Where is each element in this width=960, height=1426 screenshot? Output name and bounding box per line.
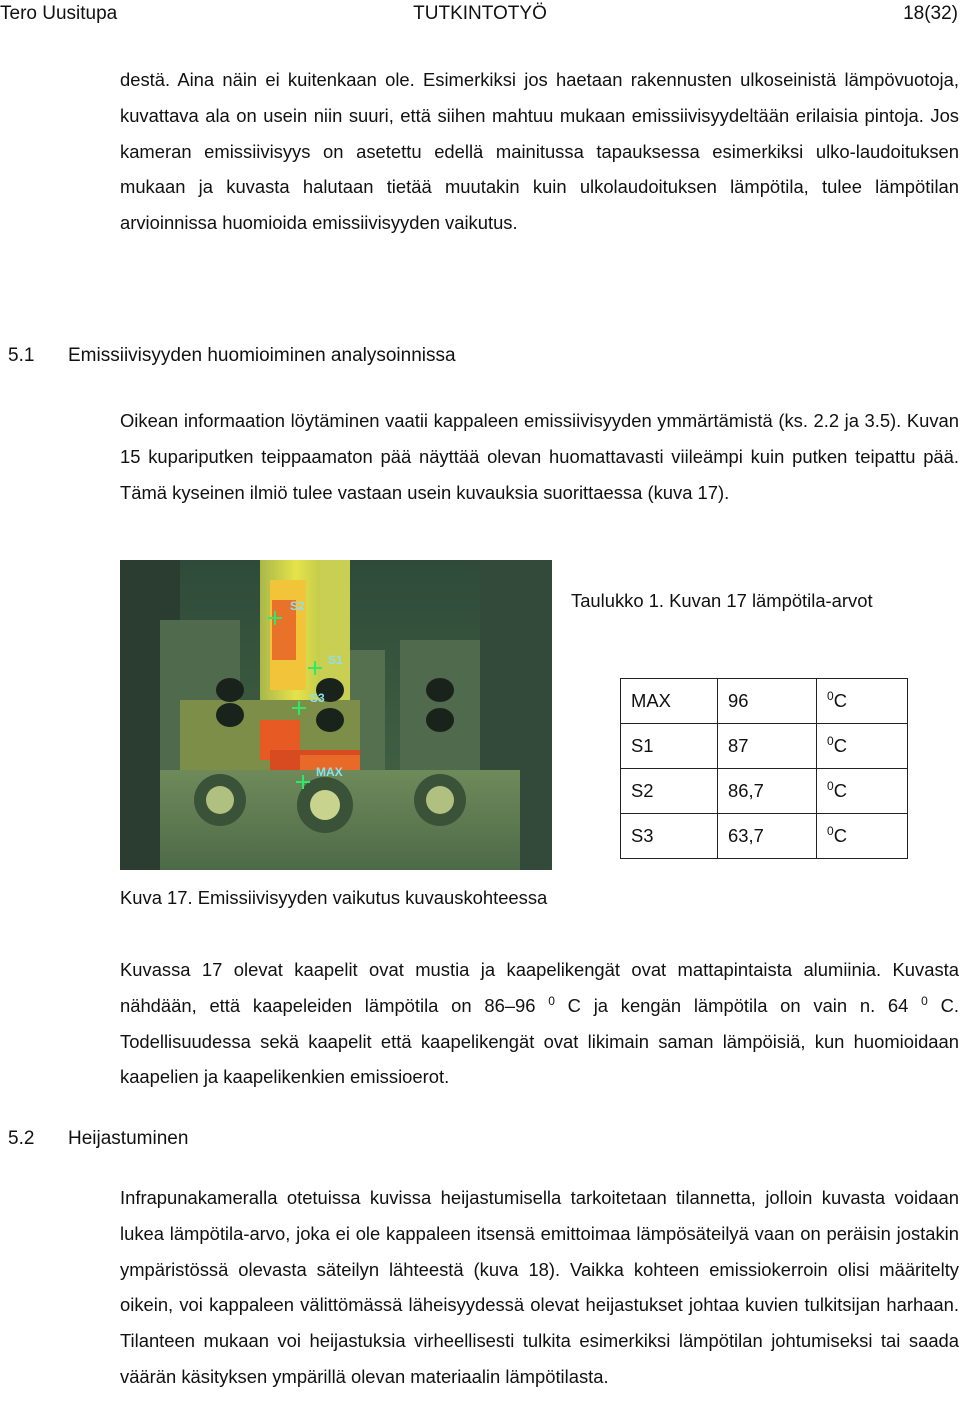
thermal-image xyxy=(120,560,552,870)
section-number: 5.1 xyxy=(8,345,35,366)
table-cell-value: 86,7 xyxy=(718,769,817,814)
marker-s3: S3 xyxy=(310,691,325,705)
table-row xyxy=(621,724,908,769)
marker-s1: S1 xyxy=(328,653,343,667)
header-author: Tero Uusitupa xyxy=(0,3,118,24)
table-title: Taulukko 1. Kuvan 17 lämpötila-arvot xyxy=(571,590,873,611)
table-cell-value: 63,7 xyxy=(718,814,817,859)
figure-caption: Kuva 17. Emissiivisyyden vaikutus kuvauskohteessa xyxy=(120,887,548,908)
table-cell-unit: $^0$C xyxy=(817,724,908,769)
section-heading-5-2 xyxy=(8,1128,188,1150)
table-row xyxy=(621,814,908,859)
temperature-table xyxy=(620,678,908,859)
table-cell-unit: $^0$C xyxy=(817,679,908,724)
section-number: 5.2 xyxy=(8,1128,35,1149)
header-doc-type: TUTKINTOTYÖ xyxy=(413,3,547,24)
table-cell-unit: $^0$C xyxy=(817,814,908,859)
marker-max: MAX xyxy=(316,765,343,779)
paragraph-reflection: Infrapunakameralla otetuissa kuvissa heijastumisella tarkoitetaan tilannetta, jolloin kuvasta voidaan lukea lämpötila-arvo, joka ei ole kappaleen itsensä emittoimaa lämpösäteilyä vaan on peräisin jostakin ympäristössä olevasta säteilyn lähteestä (kuva 18). Vaikka kohteen emissiokerroin olisi määritelty oikein, voi kappaleen välittömässä läheisyydessä olevat heijastukset johtaa kuvien tulkitsijan harhaan. Tilanteen mukaan voi heijastuksia virheellisesti tulkita esimerkiksi lämpötilan johtumiseksi tai saada väärän käsityksen ympärillä olevan materiaalin lämpötilasta. xyxy=(120,1187,959,1387)
table-cell-label: S2 xyxy=(621,769,718,814)
header-page-number: 18(32) xyxy=(903,3,958,24)
paragraph-emissivity-intro: destä. Aina näin ei kuitenkaan ole. Esimerkiksi jos haetaan rakennusten ulkoseinistä lämpövuotoja, kuvattava ala on usein niin suuri, että siihen mahtuu mukaan emissiivisyydeltään erilaisia pintoja. Jos kameran emissiivisyys on asetettu edellä mainitussa tapauksessa esimerkiksi ulko-laudoituksen mukaan ja kuvasta halutaan tietää muutakin kuin ulkolaudoituksen lämpötila, tulee lämpötilan arvioinnissa huomioida emissiivisyyden vaikutus. xyxy=(120,69,959,234)
table-cell-unit: $^0$C xyxy=(817,769,908,814)
table-cell-label: S1 xyxy=(621,724,718,769)
table-cell-label: S3 xyxy=(621,814,718,859)
paragraph-cables: Kuvassa 17 olevat kaapelit ovat mustia ja kaapelikengät ovat mattapintaista alumiinia. Kuvasta nähdään, että kaapeleiden lämpötila on 86–96 $^0$ C ja kengän lämpötila on vain n. 64 $^0$ C. Todellisuudessa sekä kaapelit että kaapelikengät ovat likimain saman lämpöisiä, kun huomioidaan kaapelien ja kaapelikenkien emissioerot. xyxy=(120,959,959,1088)
paragraph-information: Oikean informaation löytäminen vaatii kappaleen emissiivisyyden ymmärtämistä (ks. 2.2 ja 3.5). Kuvan 15 kupariputken teippaamaton pää näyttää olevan huomattavasti viileämpi kuin putken teipattu pää. Tämä kyseinen ilmiö tulee vastaan usein kuvauksia suorittaessa (kuva 17). xyxy=(120,410,959,503)
section-title: Emissiivisyyden huomioiminen analysoinnissa xyxy=(68,345,456,366)
table-row xyxy=(621,769,908,814)
table-row xyxy=(621,679,908,724)
table-cell-label: MAX xyxy=(621,679,718,724)
section-title: Heijastuminen xyxy=(68,1128,189,1149)
marker-s2: S2 xyxy=(290,599,305,613)
section-heading-5-1 xyxy=(8,345,456,367)
table-cell-value: 96 xyxy=(718,679,817,724)
table-cell-value: 87 xyxy=(718,724,817,769)
